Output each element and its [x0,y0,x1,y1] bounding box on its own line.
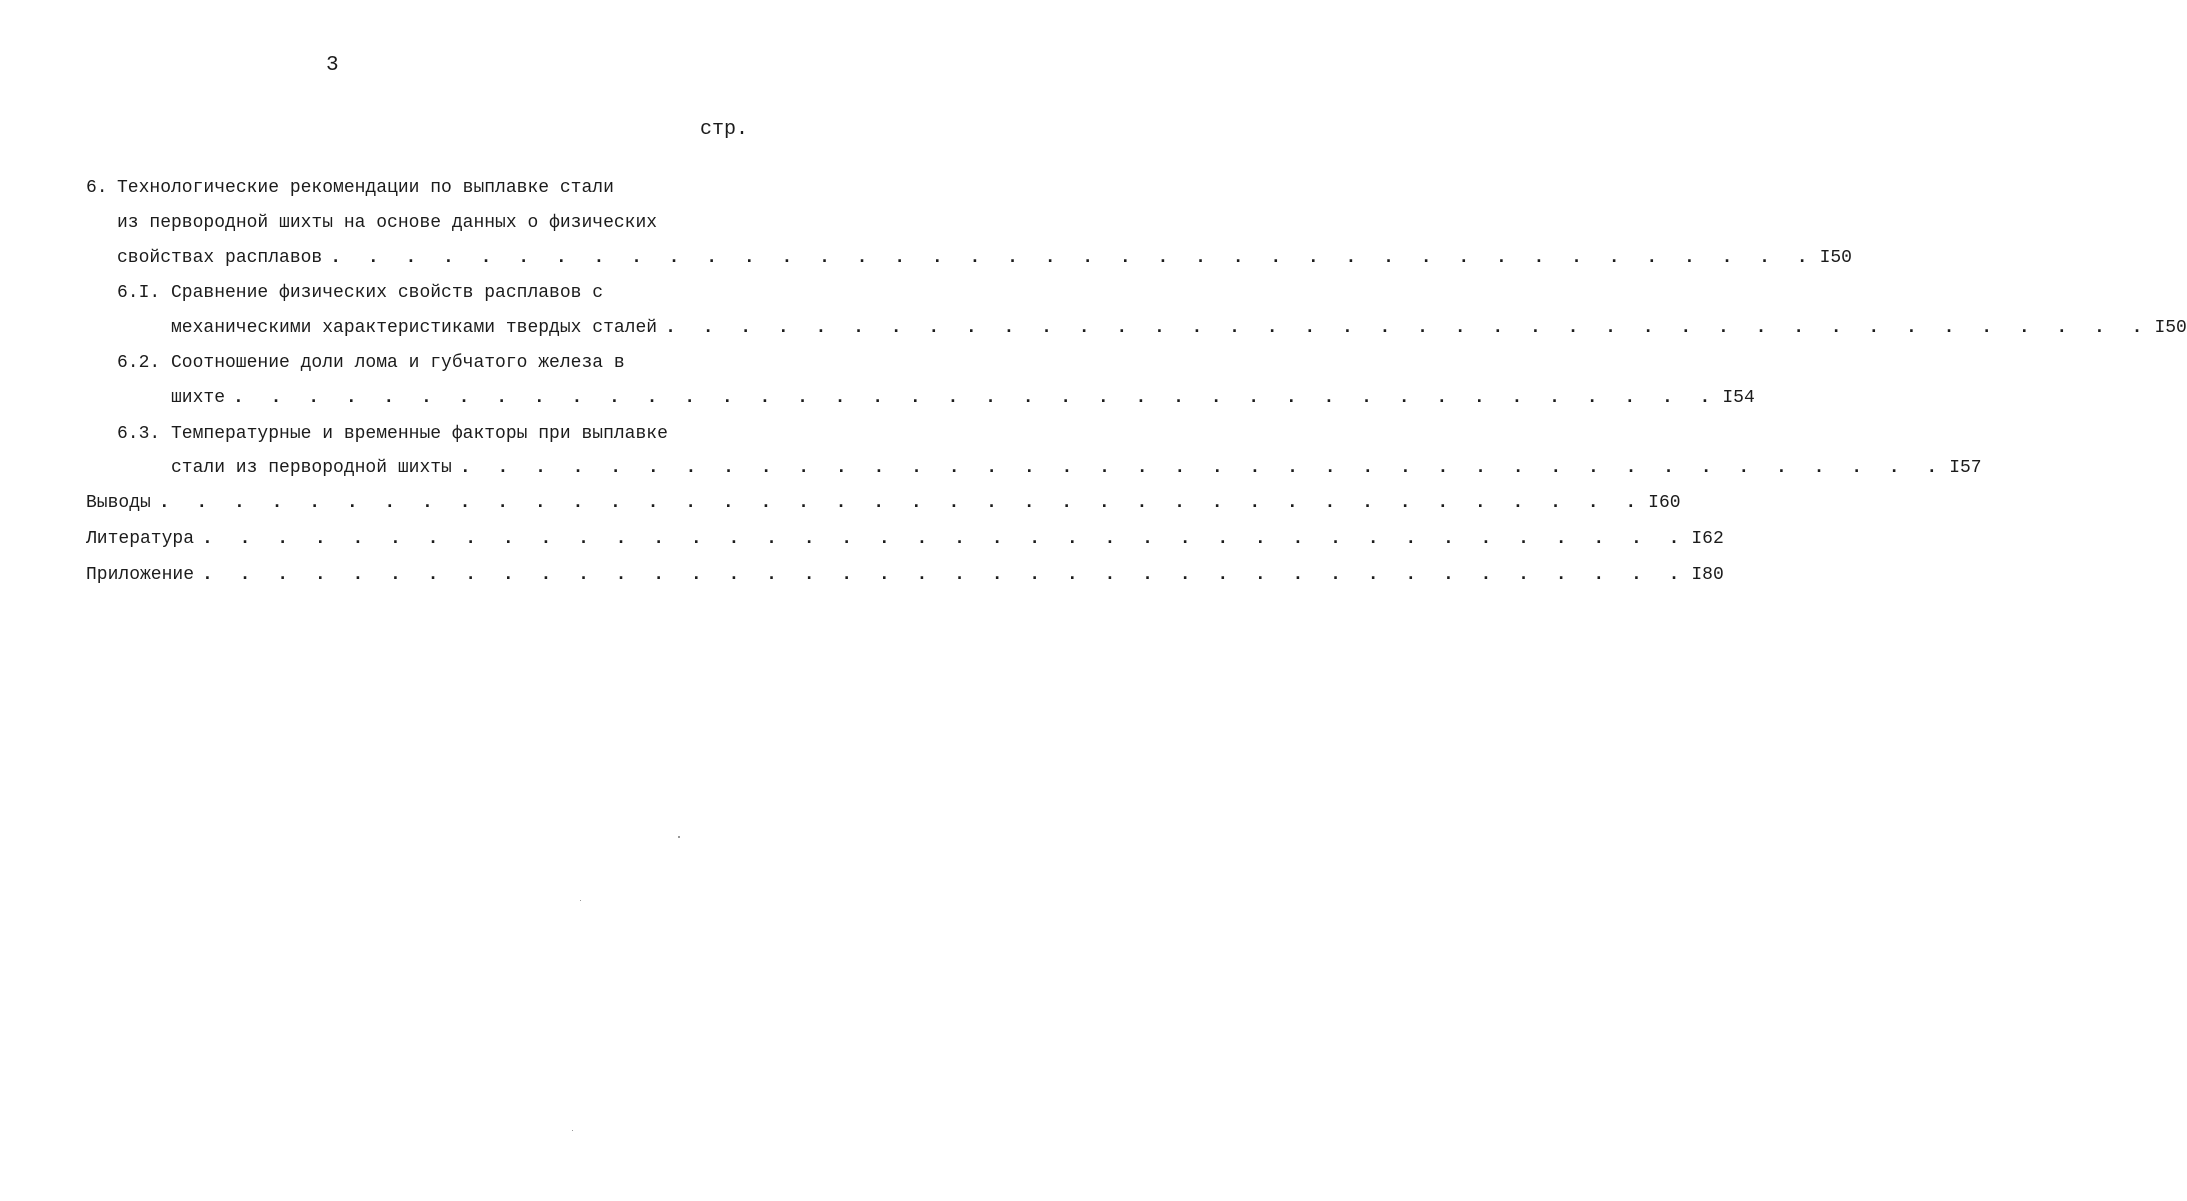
chapter-6-title-line-3: свойствах расплавов [117,248,323,268]
toc-entry-section-6-3 [171,457,1982,479]
section-6-3-page: I57 [1949,458,1982,478]
conclusions-page: I60 [1648,493,1681,513]
scan-speck [572,1130,573,1131]
literature-page: I62 [1691,529,1724,549]
toc-entry-literature [86,528,1724,550]
chapter-6-page: I50 [1819,248,1852,268]
section-6-2-page: I54 [1722,388,1755,408]
page-column-heading: стр. [700,118,749,141]
dot-leader: . . . . . . . . . . . . . . . . . . . . . . . . . . . . . . . . . . . . . . . . [202,529,1688,549]
toc-entry-conclusions [86,492,1681,514]
chapter-6-title-line-1: Технологические рекомендации по выплавке стали [117,178,614,198]
section-6-3-number: 6.3. [117,424,161,444]
dot-leader: . . . . . . . . . . . . . . . . . . . . . . . . . . . . . . . . . . . . . . . . [459,458,1946,478]
dot-leader: . . . . . . . . . . . . . . . . . . . . . . . . . . . . . . . . . . . . . . . . [233,388,1719,408]
section-6-1-title-line-1: Сравнение физических свойств расплавов с [171,283,604,303]
chapter-6-number: 6. [86,178,108,198]
section-6-3-title-line-1: Температурные и временные факторы при выплавке [171,424,668,444]
toc-entry-appendix [86,564,1724,586]
dot-leader: . . . . . . . . . . . . . . . . . . . . . . . . . . . . . . . . . . . . . . . . [158,493,1645,513]
page-number: 3 [326,54,339,77]
conclusions-title: Выводы [86,493,151,513]
dot-leader: . . . . . . . . . . . . . . . . . . . . . . . . . . . . . . . . . . . . . . . . [202,565,1688,585]
appendix-page: I80 [1691,565,1724,585]
dot-leader: . . . . . . . . . . . . . . . . . . . . . . . . . . . . . . . . . . . . . . . . [330,248,1816,268]
toc-entry-chapter-6 [117,247,1852,269]
section-6-1-number: 6.I. [117,283,161,303]
section-6-2-title-line-1: Соотношение доли лома и губчатого железа в [171,353,625,373]
scan-speck [580,900,581,901]
section-6-2-title-line-2: шихте [171,388,226,408]
toc-entry-section-6-1 [171,317,2187,339]
toc-entry-section-6-2 [171,387,1755,409]
chapter-6-title-line-2: из первородной шихты на основе данных о физических [117,213,658,233]
dot-leader: . . . . . . . . . . . . . . . . . . . . . . . . . . . . . . . . . . . . . . . . [665,318,2151,338]
section-6-3-title-line-2: стали из первородной шихты [171,458,452,478]
literature-title: Литература [86,529,195,549]
appendix-title: Приложение [86,565,195,585]
section-6-2-number: 6.2. [117,353,161,373]
section-6-1-page: I50 [2154,318,2187,338]
scan-speck [678,836,680,838]
section-6-1-title-line-2: механическими характеристиками твердых сталей [171,318,658,338]
